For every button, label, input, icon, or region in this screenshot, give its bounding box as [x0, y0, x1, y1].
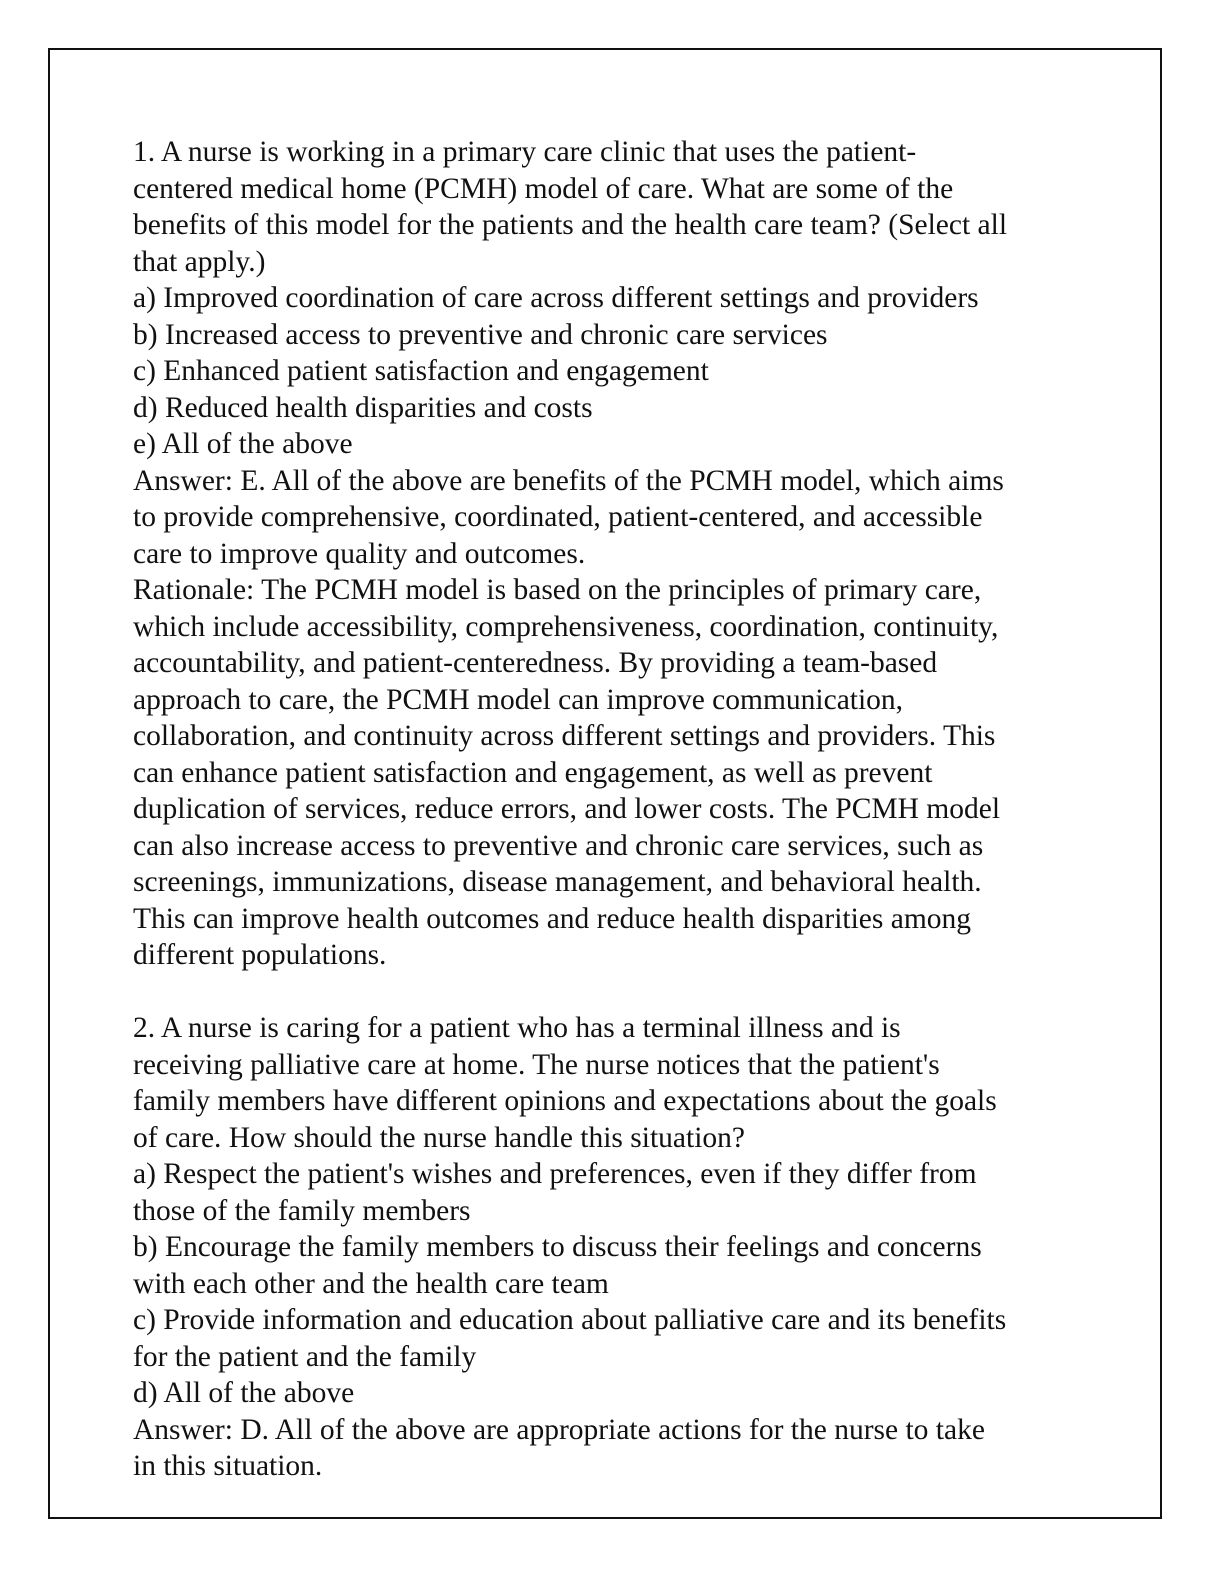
- answer-line: in this situation.: [133, 1450, 323, 1482]
- option-e: e) All of the above: [133, 428, 353, 460]
- option-b: b) Encourage the family members to discuss their feelings and concerns: [133, 1231, 982, 1263]
- paragraph-gap: [133, 974, 1093, 1011]
- answer-line: Answer: D. All of the above are appropriate actions for the nurse to take: [133, 1413, 985, 1446]
- question-2-options: [133, 1156, 1093, 1412]
- question-1-stem: [133, 134, 1093, 280]
- option-a-continued: those of the family members: [133, 1194, 471, 1227]
- stem-line: receiving palliative care at home. The nurse notices that the patient's: [133, 1048, 940, 1081]
- document-body: [133, 134, 1093, 1485]
- option-c: c) Enhanced patient satisfaction and engagement: [133, 355, 709, 387]
- option-d: d) All of the above: [133, 1377, 355, 1409]
- answer-line: Answer: E. All of the above are benefits of the PCMH model, which aims: [133, 464, 1004, 497]
- rationale-line: which include accessibility, comprehensiveness, coordination, continuity,: [133, 610, 999, 643]
- stem-line: that apply.): [133, 245, 266, 278]
- option-c-continued: for the patient and the family: [133, 1340, 477, 1373]
- option-c: c) Provide information and education about palliative care and its benefits: [133, 1304, 1007, 1336]
- option-a: a) Improved coordination of care across different settings and providers: [133, 282, 979, 314]
- option-b-continued: with each other and the health care team: [133, 1267, 609, 1300]
- rationale-line: approach to care, the PCMH model can improve communication,: [133, 683, 904, 716]
- stem-line: 1. A nurse is working in a primary care clinic that uses the patient-: [133, 136, 917, 168]
- answer-line: care to improve quality and outcomes.: [133, 537, 586, 570]
- question-2-stem: [133, 1010, 1093, 1156]
- question-1: [133, 134, 1093, 974]
- rationale-line: can enhance patient satisfaction and engagement, as well as prevent: [133, 756, 933, 789]
- stem-line: centered medical home (PCMH) model of care. What are some of the: [133, 172, 954, 205]
- answer-line: to provide comprehensive, coordinated, patient-centered, and accessible: [133, 501, 983, 533]
- option-d: d) Reduced health disparities and costs: [133, 391, 593, 424]
- stem-line: family members have different opinions and expectations about the goals: [133, 1085, 997, 1117]
- rationale-line: Rationale: The PCMH model is based on the principles of primary care,: [133, 574, 982, 606]
- rationale-line: can also increase access to preventive and chronic care services, such as: [133, 829, 984, 862]
- rationale-line: screenings, immunizations, disease management, and behavioral health.: [133, 866, 982, 898]
- stem-line: of care. How should the nurse handle this situation?: [133, 1121, 745, 1154]
- question-1-options: [133, 280, 1093, 463]
- stem-line: 2. A nurse is caring for a patient who has a terminal illness and is: [133, 1012, 901, 1044]
- question-2-answer: [133, 1412, 1093, 1485]
- option-b: b) Increased access to preventive and chronic care services: [133, 318, 828, 351]
- rationale-line: collaboration, and continuity across different settings and providers. This: [133, 720, 996, 752]
- question-2: [133, 1010, 1093, 1485]
- rationale-line: This can improve health outcomes and reduce health disparities among: [133, 902, 972, 935]
- question-1-rationale: [133, 572, 1093, 974]
- rationale-line: accountability, and patient-centeredness. By providing a team-based: [133, 647, 938, 679]
- question-1-answer: [133, 463, 1093, 573]
- rationale-line: duplication of services, reduce errors, and lower costs. The PCMH model: [133, 793, 1001, 825]
- rationale-line: different populations.: [133, 939, 387, 971]
- stem-line: benefits of this model for the patients and the health care team? (Select all: [133, 209, 1008, 241]
- option-a: a) Respect the patient's wishes and preferences, even if they differ from: [133, 1158, 977, 1190]
